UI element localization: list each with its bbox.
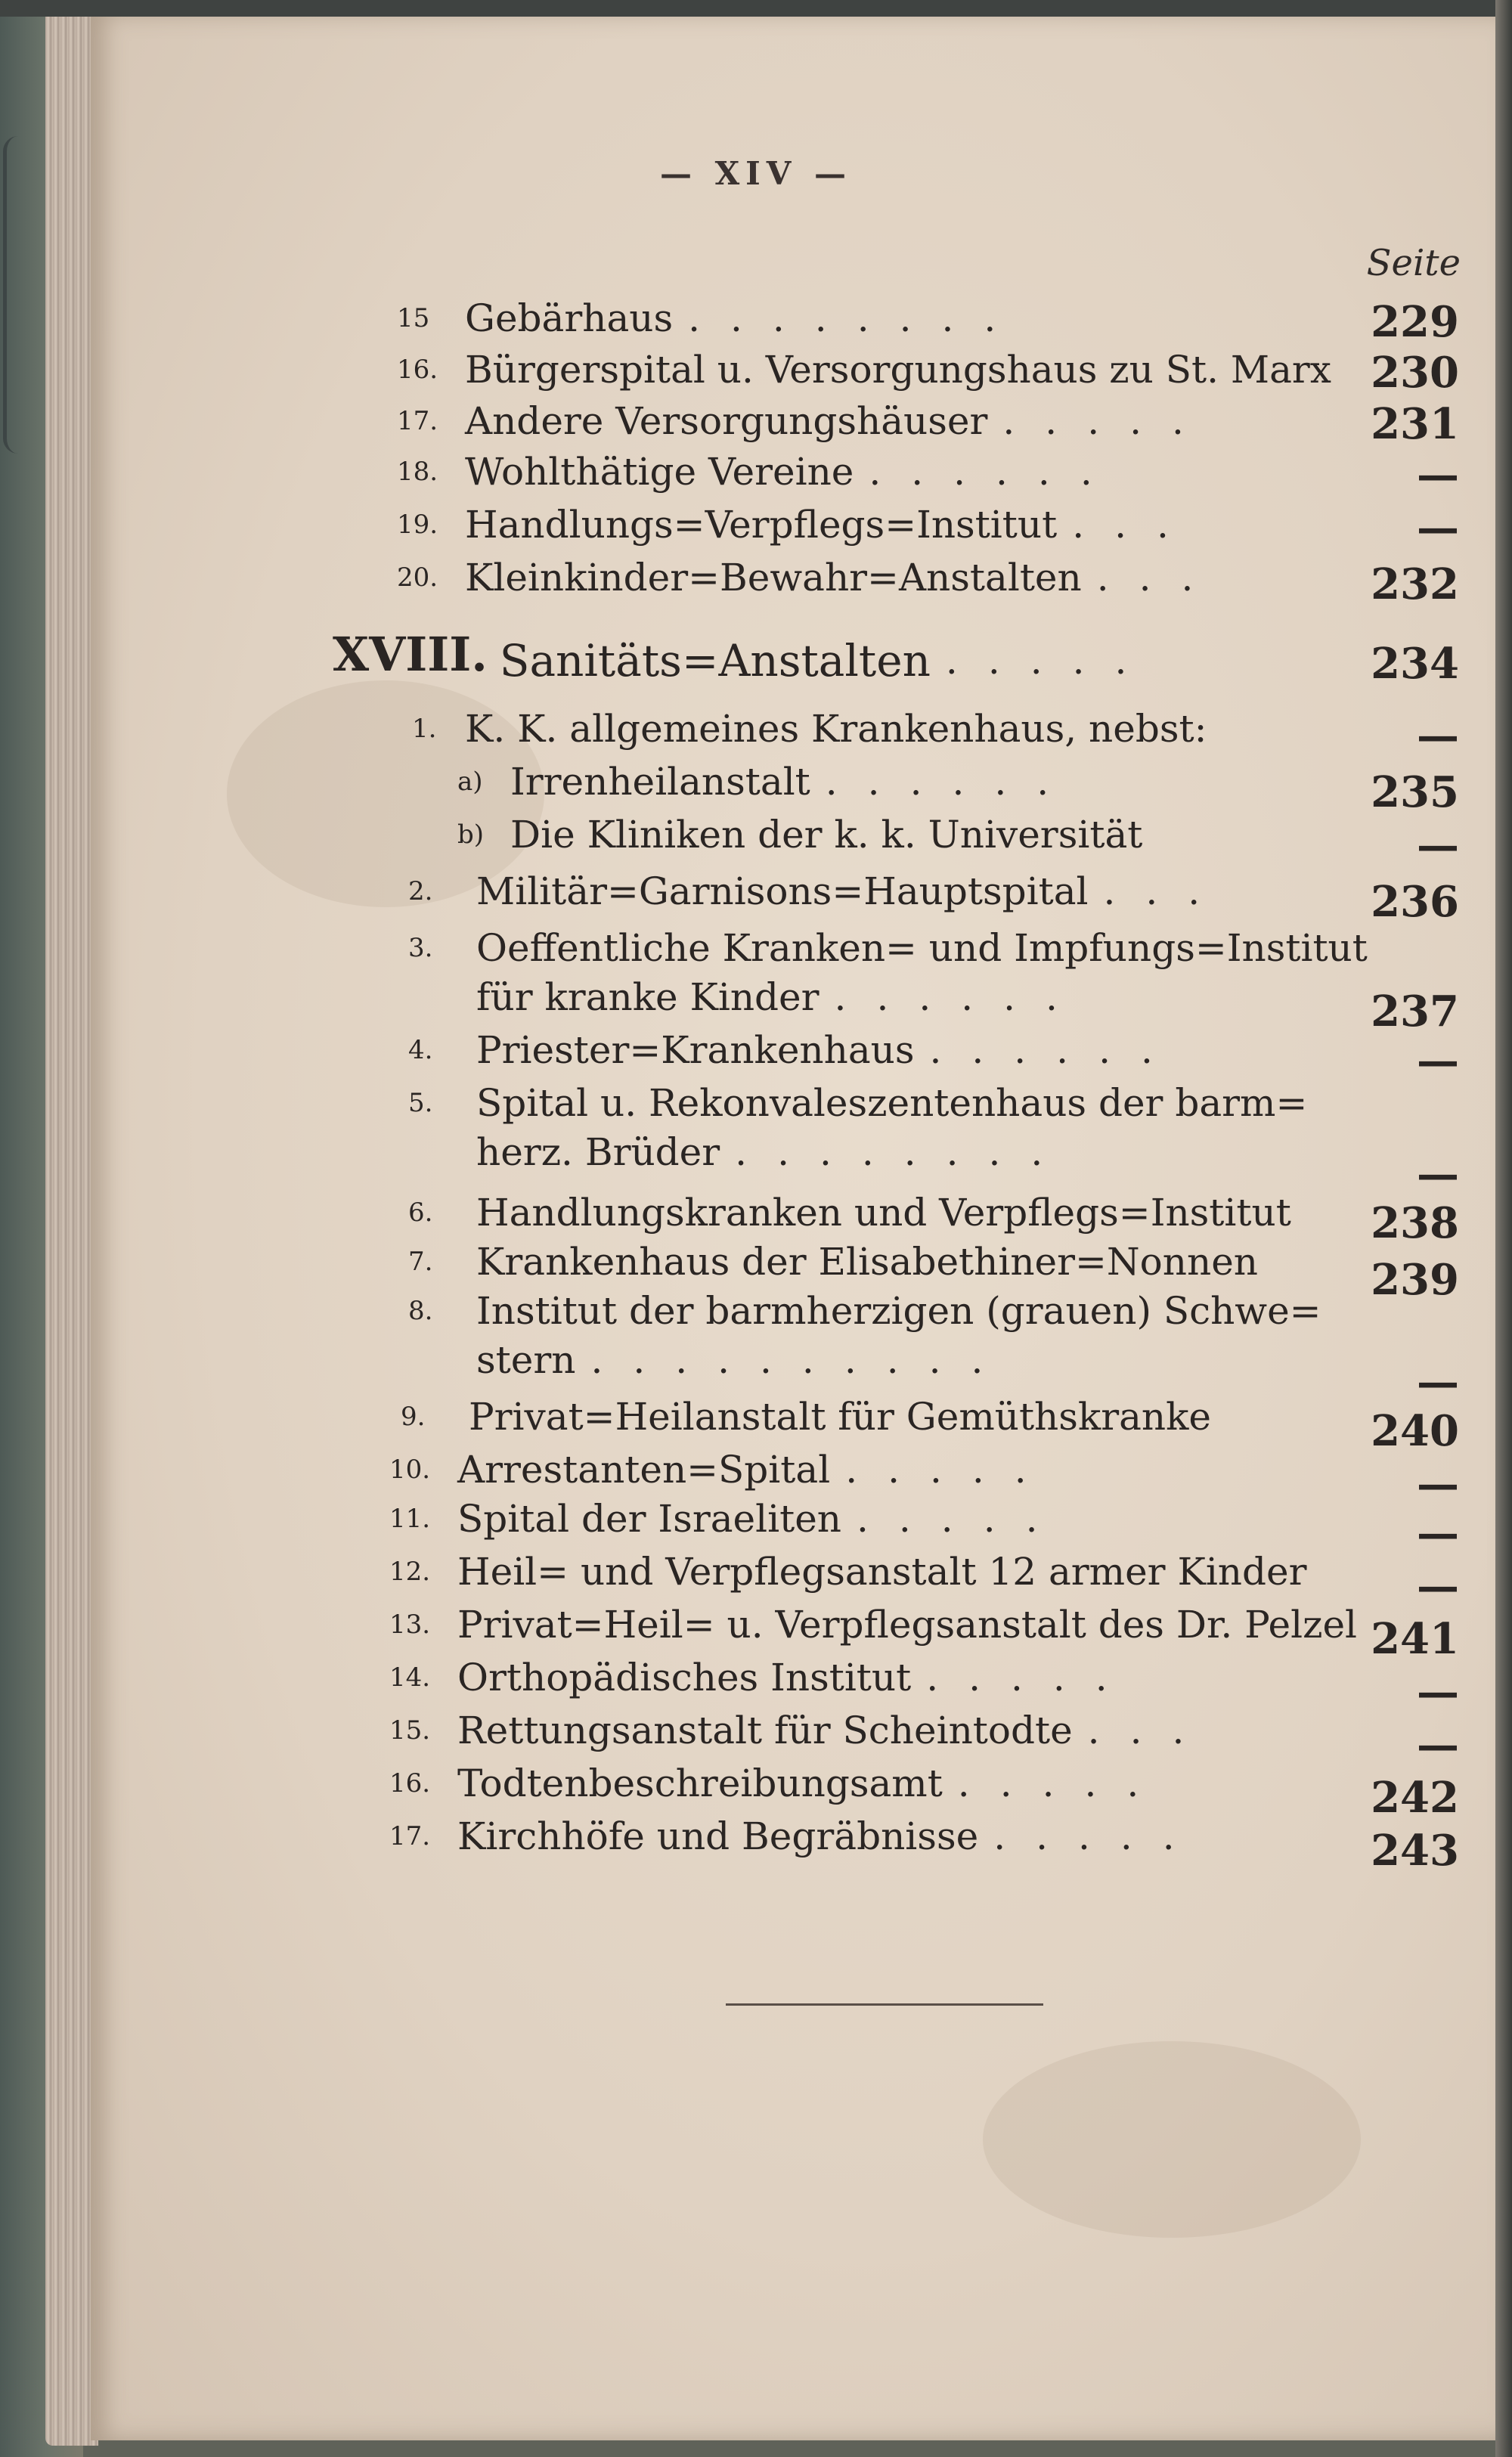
entry-page: 232	[1371, 559, 1459, 609]
entry-page: 242	[1371, 1773, 1459, 1823]
toc-entry	[401, 1395, 1212, 1439]
toc-entry	[397, 450, 1123, 494]
entry-title: Institut der barmherzigen (grauen) Schwe=	[476, 1289, 1321, 1333]
toc-entry	[397, 399, 1214, 443]
entry-number: 13.	[389, 1610, 431, 1640]
entry-title: für kranke Kinder	[476, 975, 820, 1019]
entry-title: Todtenbeschreibungsamt	[457, 1761, 943, 1805]
section-page: 234	[1371, 639, 1459, 689]
entry-number: 4.	[408, 1035, 433, 1065]
entry-page: —	[1417, 1508, 1459, 1558]
section-heading	[333, 627, 1157, 686]
entry-title: Rettungsanstalt für Scheintodte	[457, 1709, 1073, 1752]
entry-title: Die Kliniken der k. k. Universität	[510, 813, 1143, 857]
toc-entry	[408, 1028, 1183, 1072]
entry-number: 6.	[408, 1198, 433, 1228]
section-title: Sanitäts=Anstalten	[499, 635, 931, 686]
entry-number: 20.	[397, 562, 438, 593]
leader-dots: ...	[1096, 556, 1224, 600]
entry-page: 239	[1371, 1255, 1459, 1305]
entry-title: Krankenhaus der Elisabethiner=Nonnen	[476, 1240, 1258, 1284]
toc-entry	[408, 1240, 1258, 1284]
entry-page: 236	[1371, 877, 1459, 927]
entry-number: 15.	[389, 1715, 431, 1746]
entry-number: 7.	[408, 1247, 433, 1277]
toc-entry	[408, 869, 1231, 913]
entry-page: 237	[1371, 987, 1459, 1036]
entry-page: —	[1417, 1459, 1459, 1509]
toc-entry	[389, 1448, 1057, 1492]
entry-title: Heil= und Verpflegsanstalt 12 armer Kinder	[457, 1550, 1307, 1594]
toc-entry	[389, 1550, 1307, 1594]
leader-dots: .....	[993, 1814, 1205, 1858]
leader-dots: ...	[1087, 1709, 1215, 1752]
entry-page: —	[1417, 1357, 1459, 1407]
entry-number: 17.	[389, 1821, 431, 1851]
entry-title: Handlungskranken und Verpflegs=Institut	[476, 1191, 1291, 1235]
entry-page: 241	[1371, 1614, 1459, 1664]
entry-page: —	[1417, 1036, 1459, 1086]
entry-letter: b)	[457, 820, 485, 850]
entry-title: Kleinkinder=Bewahr=Anstalten	[465, 556, 1082, 600]
entry-title: K. K. allgemeines Krankenhaus, nebst:	[465, 707, 1207, 751]
entry-title: Orthopädisches Institut	[457, 1656, 912, 1699]
entry-title: Spital der Israeliten	[457, 1497, 842, 1541]
entry-page: 238	[1371, 1198, 1459, 1248]
entry-number: 16.	[389, 1768, 431, 1799]
entry-number: 3.	[408, 933, 433, 963]
entry-number: 8.	[408, 1296, 433, 1326]
leader-dots: .....	[857, 1497, 1068, 1541]
entry-number: 17.	[397, 406, 438, 436]
entry-page: —	[1417, 1720, 1459, 1770]
leader-dots: ........	[688, 296, 1027, 340]
entry-page: —	[1417, 1667, 1459, 1717]
entry-page: —	[1417, 503, 1459, 553]
leader-dots: ........	[735, 1130, 1074, 1174]
leader-dots: ...	[1072, 503, 1199, 547]
toc-entry	[397, 348, 1331, 392]
toc-entry	[389, 1603, 1358, 1647]
entry-title: Militär=Garnisons=Hauptspital	[476, 869, 1089, 913]
leader-dots: .....	[945, 639, 1157, 683]
closing-rule	[726, 2003, 1043, 2006]
leader-dots: ......	[929, 1028, 1183, 1072]
toc-entry	[408, 1081, 1308, 1125]
entry-number: 15	[397, 303, 430, 333]
entry-title: Privat=Heil= u. Verpflegsanstalt des Dr. Pelzel	[457, 1603, 1358, 1647]
toc-subentry	[457, 813, 1143, 857]
leader-dots: ..........	[590, 1338, 1014, 1382]
entry-page: 235	[1371, 767, 1459, 817]
entry-title: Gebärhaus	[465, 296, 674, 340]
entry-number: 18.	[397, 457, 438, 487]
toc-entry-continuation	[476, 1338, 1014, 1382]
entry-title: Andere Versorgungshäuser	[465, 399, 988, 443]
toc-subentry	[457, 760, 1080, 804]
toc-entry	[408, 926, 1368, 970]
entry-title: Kirchhöfe und Begräbnisse	[457, 1814, 979, 1858]
leader-dots: .....	[926, 1656, 1138, 1699]
leader-dots: .....	[957, 1761, 1170, 1805]
entry-title: Wohlthätige Vereine	[465, 450, 854, 494]
toc-entry	[389, 1709, 1215, 1752]
leader-dots: ...	[1103, 869, 1231, 913]
section-number: XVIII.	[333, 627, 488, 682]
entry-number: 16.	[397, 355, 438, 385]
entry-page: —	[1417, 1561, 1459, 1611]
toc-entry-continuation	[476, 1130, 1074, 1174]
entry-page: 230	[1371, 348, 1459, 398]
entry-title: Irrenheilanstalt	[510, 760, 810, 804]
toc-entry	[397, 503, 1199, 547]
leader-dots: .....	[1002, 399, 1214, 443]
entry-page: 240	[1371, 1406, 1459, 1456]
entry-number: 12.	[389, 1557, 431, 1587]
entry-page: —	[1417, 450, 1459, 500]
entry-title: Privat=Heilanstalt für Gemüthskranke	[469, 1395, 1212, 1439]
entry-page: 229	[1371, 297, 1459, 347]
entry-title: Spital u. Rekonvaleszentenhaus der barm=	[476, 1081, 1308, 1125]
page-column-label: Seite	[1366, 242, 1461, 284]
leader-dots: ......	[825, 760, 1080, 804]
entry-page: 231	[1371, 399, 1459, 449]
entry-page: —	[1417, 711, 1459, 761]
entry-number: 5.	[408, 1088, 433, 1118]
leader-dots: ......	[834, 975, 1088, 1019]
entry-page: 243	[1371, 1826, 1459, 1876]
entry-letter: a)	[457, 767, 483, 797]
entry-title: Bürgerspital u. Versorgungshaus zu St. Marx	[465, 348, 1331, 392]
toc-entry	[389, 1814, 1205, 1858]
toc-entry	[412, 707, 1207, 751]
entry-title: Arrestanten=Spital	[457, 1448, 831, 1492]
toc-entry	[408, 1289, 1321, 1333]
toc-entry	[389, 1761, 1170, 1805]
toc-entry-continuation	[476, 975, 1088, 1019]
toc-entry	[389, 1656, 1138, 1699]
entry-number: 10.	[389, 1455, 431, 1485]
toc-entry	[397, 556, 1224, 600]
toc-entry	[397, 296, 1027, 340]
entry-number: 19.	[397, 510, 438, 540]
toc-entry	[408, 1191, 1291, 1235]
entry-page: —	[1417, 1149, 1459, 1199]
entry-number: 11.	[389, 1504, 431, 1534]
entry-number: 14.	[389, 1662, 431, 1693]
toc-entry	[389, 1497, 1068, 1541]
entry-title: stern	[476, 1338, 576, 1382]
entry-number: 2.	[408, 876, 433, 906]
entry-number: 1.	[412, 714, 437, 744]
leader-dots: ......	[869, 450, 1123, 494]
entry-title: Oeffentliche Kranken= und Impfungs=Institut	[476, 926, 1368, 970]
entry-number: 9.	[401, 1402, 426, 1432]
entry-title: Priester=Krankenhaus	[476, 1028, 915, 1072]
entry-page: —	[1417, 820, 1459, 870]
running-header: — XIV —	[659, 155, 853, 192]
entry-title: herz. Brüder	[476, 1130, 720, 1174]
entry-title: Handlungs=Verpflegs=Institut	[465, 503, 1058, 547]
leader-dots: .....	[845, 1448, 1057, 1492]
